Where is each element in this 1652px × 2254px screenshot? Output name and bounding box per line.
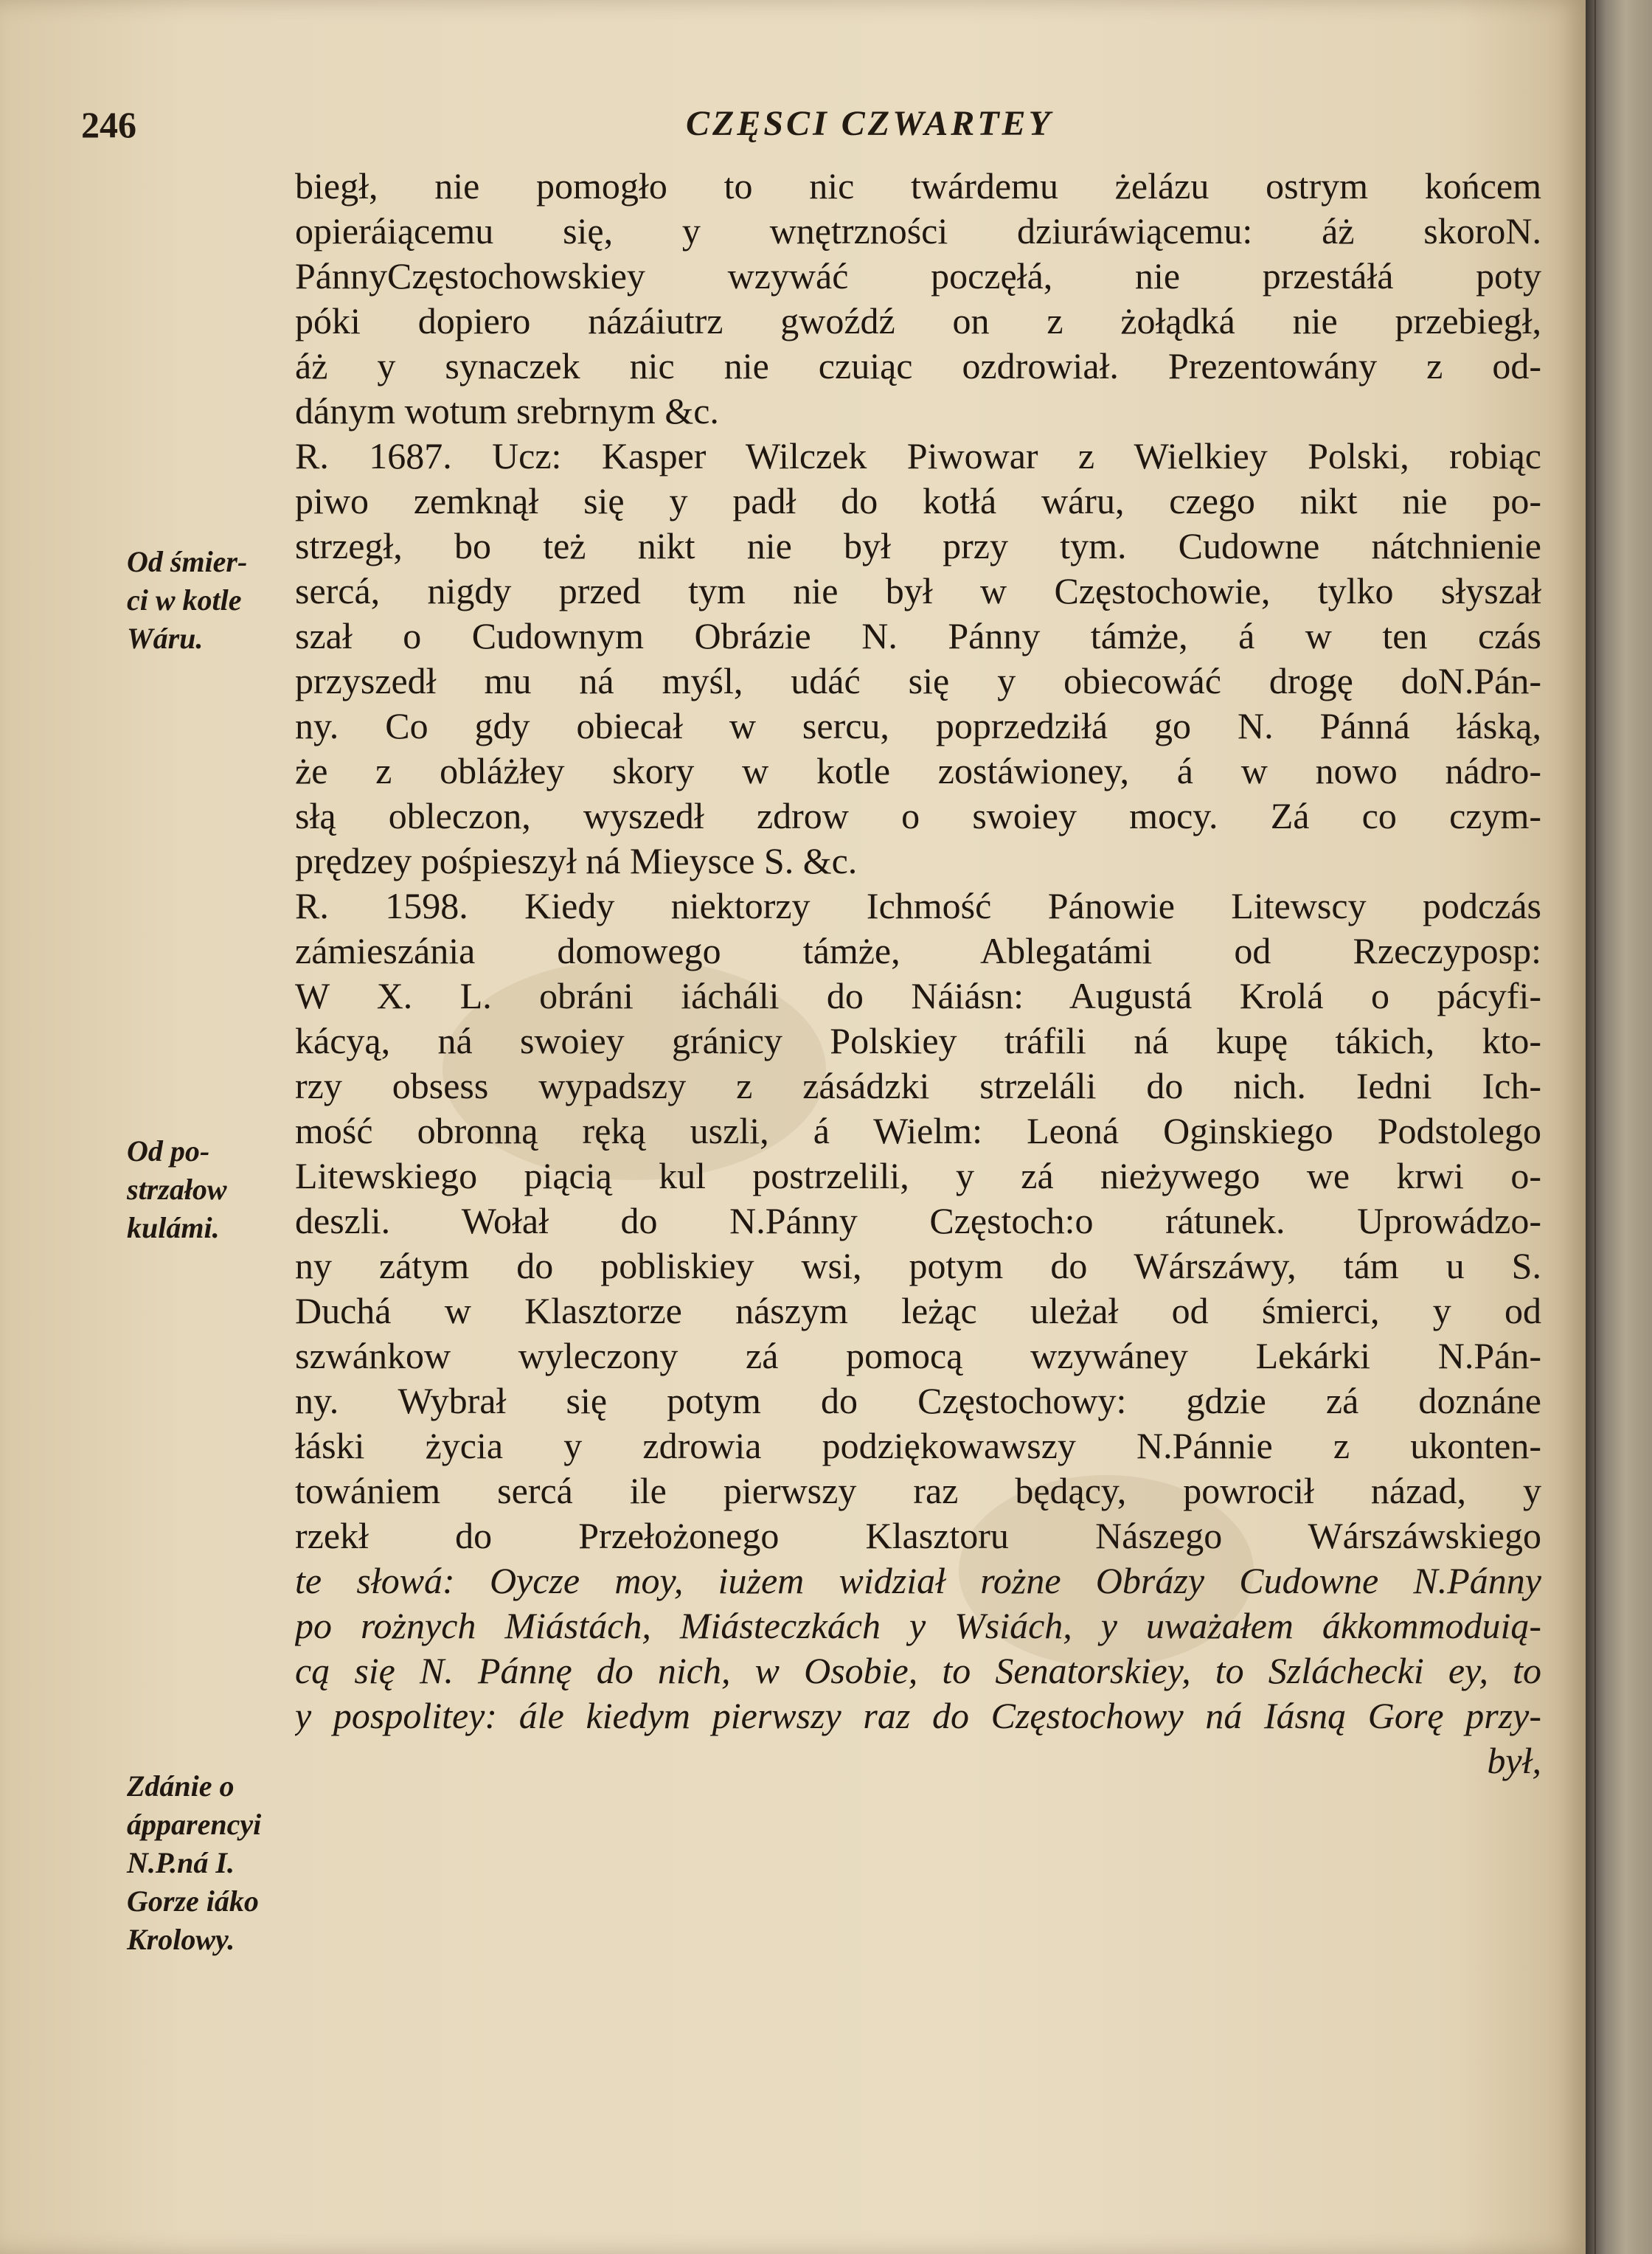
text-line: mość obronną ręką uszli, á Wielm: Leoná Oginskiego Podstolego: [295, 1110, 1541, 1151]
text-line: prędzey pośpieszył ná Mieysce S. &c.: [295, 840, 858, 881]
text-line: PánnyCzęstochowskiey wzywáć poczęłá, nie przestáłá poty: [295, 255, 1541, 297]
text-line: zámieszánia domowego támże, Ablegatámi od Rzeczyposp:: [295, 930, 1541, 971]
text-line: że z obláżłey skory w kotle zostáwioney, á w nowo nádro-: [295, 750, 1541, 791]
margin-note: [127, 543, 296, 658]
page-edge-line: [1594, 0, 1596, 2254]
margin-note-line: Od śmier-: [127, 545, 248, 578]
text-line: Duchá w Klasztorze nászym leżąc uleżał od śmierci, y od: [295, 1290, 1541, 1331]
text-line: Litewskiego piącią kul postrzelili, y zá nieżywego we krwi o-: [295, 1155, 1541, 1196]
text-line: przyszedł mu ná myśl, udáć się y obiecowáć drogę doN.Pán-: [295, 660, 1541, 701]
text-line: R. 1687. Ucz: Kasper Wilczek Piwowar z Wielkiey Polski, robiąc: [295, 435, 1541, 476]
margin-note: [127, 1767, 304, 1959]
text-line: piwo zemknął się y padł do kotłá wáru, czego nikt nie po-: [295, 480, 1541, 521]
text-line: R. 1598. Kiedy niektorzy Ichmość Pánowie Litewscy podczás: [295, 885, 1541, 926]
text-line: deszli. Wołał do N.Pánny Częstoch:o rátunek. Uprowádzo-: [295, 1200, 1541, 1241]
text-line: sercá, nigdy przed tym nie był w Częstochowie, tylko słyszał: [295, 570, 1541, 611]
text-line: dánym wotum srebrnym &c.: [295, 390, 719, 431]
text-line: y pospolitey: ále kiedym pierwszy raz do Częstochowy ná Iásną Gorę przy-: [295, 1695, 1541, 1736]
text-line: rzekł do Przełożonego Klasztoru Nászego Wárszáwskiego: [295, 1515, 1541, 1556]
text-line: cą się N. Pánnę do nich, w Osobie, to Senatorskiey, to Szláchecki ey, to: [295, 1650, 1541, 1691]
text-line: strzegł, bo też nikt nie był przy tym. Cudowne nátchnienie: [295, 525, 1541, 566]
text-line: ny zátym do pobliskiey wsi, potym do Wárszáwy, tám u S.: [295, 1245, 1541, 1286]
margin-note-line: ci w kotle: [127, 583, 242, 617]
margin-note: [127, 1132, 296, 1247]
text-line: szał o Cudownym Obrázie N. Pánny támże, á w ten czás: [295, 615, 1541, 656]
text-line: áż y synaczek nic nie czuiąc ozdrowiał. Prezentowány z od-: [295, 345, 1541, 386]
margin-note-line: Gorze iáko: [127, 1884, 259, 1918]
margin-note-line: Od po-: [127, 1134, 210, 1168]
text-line: W X. L. obráni iácháli do Náiásn: Augustá Krolá o pácyfi-: [295, 975, 1541, 1016]
text-line: towániem sercá ile pierwszy raz będący, powrocił názad, y: [295, 1470, 1541, 1511]
margin-note-line: kulámi.: [127, 1211, 220, 1244]
text-line: te słowá: Oycze moy, iużem widział rożne Obrázy Cudowne N.Pánny: [295, 1560, 1541, 1601]
body-text: [295, 164, 1541, 1783]
margin-note-line: Wáru.: [127, 622, 204, 655]
text-line: kácyą, ná swoiey gránicy Polskiey tráfili ná kupę tákich, kto-: [295, 1020, 1541, 1061]
margin-note-line: strzałow: [127, 1173, 227, 1206]
text-line: póki dopiero názáiutrz gwoźdź on z żołądká nie przebiegł,: [295, 300, 1541, 341]
text-line: słą obleczon, wyszedł zdrow o swoiey mocy. Zá co czym-: [295, 795, 1541, 836]
margin-note-line: N.P.ná I.: [127, 1846, 235, 1879]
text-line: ny. Wybrał się potym do Częstochowy: gdzie zá doznáne: [295, 1380, 1541, 1421]
running-head: CZĘSCI CZWARTEY: [686, 104, 1053, 143]
text-line: biegł, nie pomogło to nic twárdemu żelázu ostrym końcem: [295, 165, 1541, 207]
page-number: 246: [81, 104, 136, 145]
text-line: łáski życia y zdrowia podziękowawszy N.Pánnie z ukonten-: [295, 1425, 1541, 1466]
text-line: szwánkow wyleczony zá pomocą wzywáney Lekárki N.Pán-: [295, 1335, 1541, 1376]
page-header: [0, 103, 1586, 155]
margin-note-line: Krolowy.: [127, 1923, 235, 1956]
text-line: opieráiącemu się, y wnętrzności dziuráwiącemu: áż skoroN.: [295, 210, 1541, 252]
text-line: był,: [1487, 1740, 1541, 1781]
margin-note-line: ápparencyi: [127, 1808, 262, 1841]
text-line: rzy obsess wypadszy z zásádzki strzeláli do nich. Iedni Ich-: [295, 1065, 1541, 1106]
text-line: ny. Co gdy obiecał w sercu, poprzedziłá go N. Pánná łáską,: [295, 705, 1541, 746]
text-line: po rożnych Miástách, Miásteczkách y Wsiách, y uważałem ákkommoduią-: [295, 1605, 1541, 1646]
margin-note-line: Zdánie o: [127, 1769, 235, 1803]
